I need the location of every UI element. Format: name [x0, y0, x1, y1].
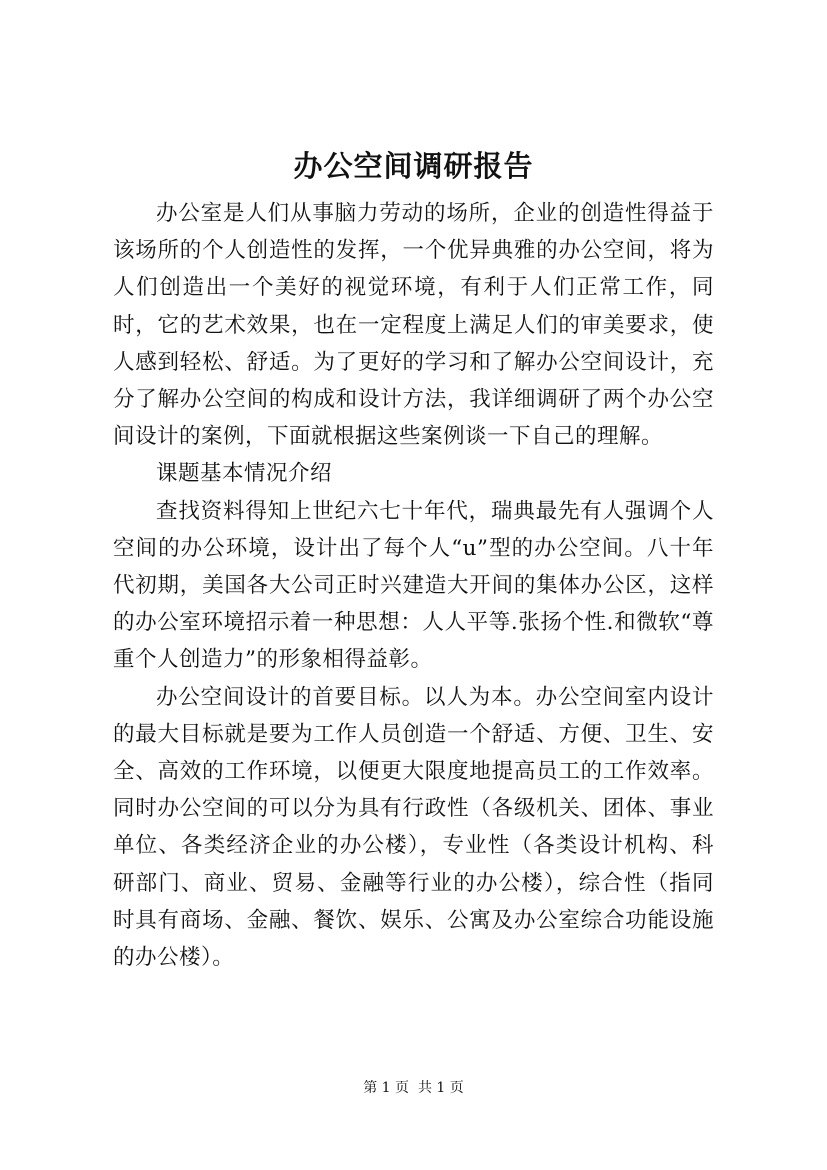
paragraph-design-goals: 办公空间设计的首要目标。以人为本。办公空间室内设计的最大目标就是要为工作人员创造一个舒适、方便、卫生、安全、高效的工作环境，以便更大限度地提高员工的工作效率。同时办公空间的可以分为具有行政性（各级机关、团体、事业单位、各类经济企业的办公楼），专业性（各类设计机构、科研部门、商业、贸易、金融等行业的办公楼），综合性（指同时具有商场、金融、餐饮、娱乐、公寓及办公室综合功能设施的办公楼）。 — [113, 684, 714, 971]
page-footer — [0, 1078, 827, 1098]
document-body — [113, 195, 714, 976]
paragraph-intro: 办公室是人们从事脑力劳动的场所，企业的创造性得益于该场所的个人创造性的发挥，一个优异典雅的办公空间，将为人们创造出一个美好的视觉环境，有利于人们正常工作，同时，它的艺术效果，也在一定程度上满足人们的审美要求，使人感到轻松、舒适。为了更好的学习和了解办公空间设计，充分了解办公空间的构成和设计方法，我详细调研了两个办公空间设计的案例，下面就根据这些案例谈一下自己的理解。 — [113, 201, 714, 450]
document-title: 办公空间调研报告 — [293, 149, 534, 183]
paragraph-history: 查找资料得知上世纪六七十年代，瑞典最先有人强调个人空间的办公环境，设计出了每个人“u”型的办公空间。八十年代初期，美国各大公司正时兴建造大开间的集体办公区，这样的办公室环境招示着一种思想：人人平等.张扬个性.和微软“尊重个人创造力”的形象相得益彰。 — [113, 498, 714, 673]
paragraph-section-heading: 课题基本情况介绍 — [156, 461, 333, 487]
page-number-label: 第 1 页 共 1 页 — [363, 1080, 464, 1096]
